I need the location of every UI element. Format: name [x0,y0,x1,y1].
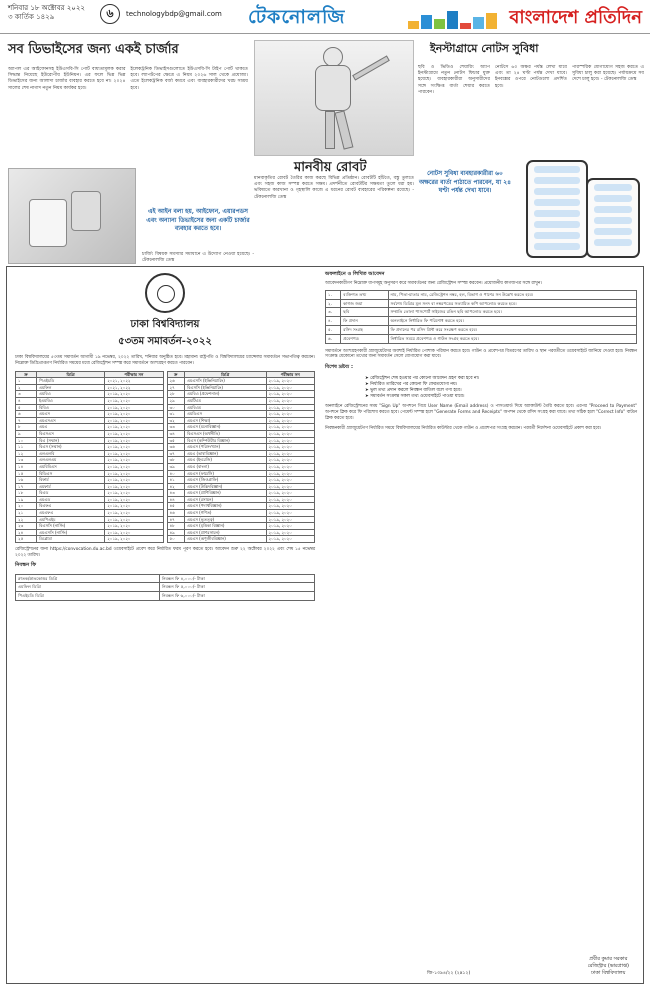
degree-cell: ২০১৯, ২০২০ [105,503,163,510]
step-cell: ৫. [326,325,341,334]
banner-bars-graphic [408,9,508,29]
degree-cell: ২০১৯, ২০২০ [105,516,163,523]
degree-cell: ৪৭ [167,516,184,523]
degree-cell: ২০ [16,503,37,510]
degree-cell: ১০ [16,437,37,444]
degree-cell: এমএস (শিক্ষা) [184,417,266,424]
degree-row [167,378,315,385]
degree-cell: ২৮ [167,391,184,398]
degree-row [167,496,315,503]
degree-cell: এমএস (উদ্ভিদবিজ্ঞান) [184,483,266,490]
table-header-cell: ক্র [167,371,184,378]
phone-screenshot [526,160,588,258]
degree-cell: ২০১৯, ২০২০ [266,391,314,398]
degree-row [167,391,315,398]
charger-col2: ইলেকট্রনিক ডিভাইসগুলোতে ইউএসবি-সি টাইপ পোর্ট থাকতে হবে। ল্যাপটপের ক্ষেত্রে এ নিয়ম ২০২৬ সাল থেকে প্রযোজ্য। এতে ইলেকট্রনিক বর্জ্য কমবে এবং ব্যবহারকারীদের খরচ সাশ্রয় হবে। [130,67,248,91]
degree-cell: ২০১৯, ২০২০ [105,444,163,451]
degree-cell: ১৪ [16,463,37,470]
degree-cell: ২০১৯, ২০২০ [105,496,163,503]
degree-cell: ৩৯ [167,463,184,470]
signature-block [588,956,629,977]
page-header [0,0,650,34]
insta-pull-quote: নোটস সুবিধা ব্যবহারকারীরা ৬০ অক্ষরের বার্তা পাঠাতে পারবেন, যা ২৪ ঘণ্টা পর্যন্ত দেখা যাবে। [418,170,512,195]
insta-col1: ছবি ও ভিডিও শেয়ারিং অ্যাপ ইনস্টাগ্রামে নতুন নোটস ফিচার যুক্ত হয়েছে। ব্যবহারকারীরা অনুসারীদের সঙ্গে সংক্ষিপ্ত বার্তা শেয়ার করতে পারবেন। [418,65,490,95]
notice-left-column [15,271,315,601]
degree-cell: বিএফএ [36,503,104,510]
notice-right-column [325,271,637,431]
fee-cell: নিবন্ধন ফি ৫,০০০/- টাকা [159,583,314,592]
fee-cell: এমফিল ডিগ্রি [16,583,160,592]
degree-cell: ১৬ [16,477,37,484]
degree-cell: বিএসএস [36,430,104,437]
degree-table-left [15,371,164,543]
degree-row [16,516,164,523]
degree-cell: ৪৮ [167,523,184,530]
degree-cell: এমএস (পদার্থবিজ্ঞান) [184,503,266,510]
degree-cell: ১ [16,378,37,385]
notice-body-3: নিবন্ধনকারী গ্র্যাজুয়েটগণ নির্ধারিত সময়ে বিশ্ববিদ্যালয়ের নির্ধারিত কাউন্টার থেকে গাউন ও প্রবেশপত্র সংগ্রহ করবেন। পরবর্তী নির্দেশনা ওয়েবসাইটে প্রকাশ করা হবে। [325,425,602,431]
degree-cell: এমএস (মনোবিজ্ঞান) [184,424,266,431]
degree-cell: এমএস (অণুজীববিজ্ঞান) [184,536,266,543]
degree-cell: এমবিবিএস [36,463,104,470]
degree-cell: এমএসএস [36,417,104,424]
charger-pull-quote: এই আইন বলা হয়, আইফোন, এয়ারপডস এবং অন্যান্য ডিভাইসের জন্য একটি চার্জার ব্যবহার করতে হবে। [146,208,250,233]
fees-title: নিবন্ধন ফি [15,561,36,568]
degree-cell: এমএস (জিওগ্রাফি) [184,477,266,484]
special-note-item: ➤ রেজিস্ট্রেশন শেষ হওয়ার পর কোনো আবেদন গ্রহণ করা হবে না। [365,376,637,382]
degree-cell: ২০১৯, ২০২০ [105,529,163,536]
degree-cell: ২০১৯, ২০২০ [266,463,314,470]
degree-cell: বিফার্ম [36,477,104,484]
degree-cell: বিএস (সম্মান) [36,444,104,451]
charger-photo [8,168,136,264]
robot-title: মানবীয় রোবট [294,160,367,175]
degree-row [16,529,164,536]
degree-cell: ৯ [16,430,37,437]
degree-cell: ৩৫ [167,437,184,444]
degree-cell: ২০১৯, ২০২০ [266,417,314,424]
degree-cell: ২০২১, ২০২২ [105,378,163,385]
table-header-cell: পরীক্ষার সন [266,371,314,378]
degree-cell: ৪১ [167,477,184,484]
degree-cell: ৫ [16,404,37,411]
degree-cell: ২০১৯, ২০২০ [105,463,163,470]
degree-cell: ২০১৯, ২০২০ [266,503,314,510]
degree-cell: ২০১৯, ২০২০ [105,490,163,497]
step-cell: ৪. [326,317,341,326]
degree-cell: ১৭ [16,483,37,490]
step-cell: ফি প্রদানের পর রসিদ প্রিন্ট করে সংরক্ষণ করতে হবে। [388,325,637,334]
degree-cell: ২০১৯, ২০২০ [266,477,314,484]
degree-cell: ডিপ্লোমা [36,536,104,543]
table-header-cell: ডিগ্রি [184,371,266,378]
degree-row [16,430,164,437]
degree-row [167,516,315,523]
degree-cell: ১৯ [16,496,37,503]
degree-row [167,490,315,497]
degree-cell: ১২ [16,450,37,457]
degree-row [16,450,164,457]
degree-cell: বিএসসি (নার্সিং) [36,523,104,530]
fee-cell: নিবন্ধন ফি ৪,০০০/- টাকা [159,574,314,583]
degree-cell: বিবিএ [36,404,104,411]
degree-cell: ২০১৯, ২০২০ [266,444,314,451]
degree-row [167,503,315,510]
degree-row [16,457,164,464]
degree-cell: ২০১৯, ২০২০ [105,430,163,437]
degree-cell: ২০১৯, ২০২০ [105,417,163,424]
special-note-list [365,376,637,400]
degree-cell: ৩ [16,391,37,398]
header-date-bn: ৩ কার্তিক ১৪২৯ [8,13,55,21]
insta-col2: নোটসে ৬০ অক্ষর পর্যন্ত লেখা যাবে এবং তা ২৪ ঘণ্টা পর্যন্ত দেখা যাবে। ইনবক্সের ওপরে নোটগুলো প্রদর্শিত হবে। [495,65,567,89]
step-row [326,290,637,299]
step-cell: কাগজ জমা [341,299,388,308]
step-cell: ৬. [326,334,341,343]
degree-cell: ২০১৯, ২০২০ [266,496,314,503]
degree-cell: এমএস (প্রাণিবিজ্ঞান) [184,490,266,497]
degree-cell: ২০১৯, ২০২০ [105,477,163,484]
steps-table [325,290,637,344]
degree-cell: এমডিএস [184,411,266,418]
degree-row [16,397,164,404]
step-row [326,325,637,334]
special-note-title: বিশেষ দ্রষ্টব্য : [325,364,353,371]
degree-cell: বিএড [36,490,104,497]
degree-cell: ২০১৯, ২০২০ [105,510,163,517]
degree-cell: পিএইচডি [36,378,104,385]
degree-cell: এমটিএম [184,397,266,404]
degree-row [167,457,315,464]
degree-row [16,378,164,385]
degree-cell: ২০১৯, ২০২০ [266,490,314,497]
degree-cell: ২০১৯, ২০২০ [266,424,314,431]
degree-cell: ১৩ [16,457,37,464]
table-header-cell: ক্র [16,371,37,378]
signature-org: ঢাকা বিশ্ববিদ্যালয় [591,970,626,976]
degree-cell: এমএ (ভাষাবিজ্ঞান) [184,450,266,457]
degree-cell: এমএস (পরিসংখ্যান) [184,444,266,451]
signature-title: রেজিস্ট্রার (ভারপ্রাপ্ত) [587,963,629,969]
degree-cell: বিডিএস [36,470,104,477]
degree-cell: ২০১৯, ২০২০ [266,411,314,418]
instagram-article [418,40,644,262]
university-name: ঢাকা বিশ্ববিদ্যালয় [130,319,200,330]
charger-article [8,40,254,264]
degree-cell: ২৯ [167,397,184,404]
fee-table [15,574,315,601]
header-date-en: শনিবার ১৮ অক্টোবর ২০২২ [8,4,85,12]
step-cell: ৩. [326,308,341,317]
section-title: টেকনোলজি [248,6,346,28]
degree-cell: ২০১৯, ২০২০ [105,483,163,490]
degree-row [167,411,315,418]
step-cell: ফি প্রদান [341,317,388,326]
degree-cell: এমএস (গণিত) [184,510,266,517]
degree-row [16,424,164,431]
degree-cell: ১৮ [16,490,37,497]
degree-cell: ২ [16,384,37,391]
degree-cell: ১১ [16,444,37,451]
degree-cell: ২০১৯, ২০২০ [105,424,163,431]
degree-cell: ৪২ [167,483,184,490]
degree-row [16,437,164,444]
degree-cell: এমএ (বাংলা) [184,463,266,470]
degree-row [167,529,315,536]
degree-cell: ২৩ [16,523,37,530]
degree-cell: ৪৬ [167,510,184,517]
degree-row [167,483,315,490]
degree-cell: ৩৩ [167,424,184,431]
degree-row [16,536,164,543]
degree-row [167,384,315,391]
degree-row [16,483,164,490]
degree-cell: ২০১৯, ২০২০ [266,437,314,444]
degree-row [16,490,164,497]
step-row [326,308,637,317]
fee-row [16,583,315,592]
robot-text: মানবাকৃতির রোবট তৈরির কাজ করছে বিভিন্ন প্রতিষ্ঠান। রোবটটি হাঁটতে, বস্তু তুলতে এবং সহজ কাজ সম্পন্ন করতে সক্ষম। প্রদর্শনীতে রোবটটির সক্ষমতা তুলে ধরা হয়। ভবিষ্যতে কারখানা ও গৃহস্থালি কাজে এ ধরনের রোবট ব্যবহারের পরিকল্পনা রয়েছে। - টেকনোলজি ডেস্ক [254,176,414,200]
notice-body-1: সমাবর্তনে অংশগ্রহণকারী গ্র্যাজুয়েটদের অবশ্যই নির্ধারিত পোশাক পরিধান করতে হবে। গাউন ও প্রবেশপত্র বিতরণের তারিখ ও স্থান পরবর্তীতে ওয়েবসাইটে জানিয়ে দেওয়া হবে। নিবন্ধন সংক্রান্ত যেকোনো তথ্যের জন্য সমাবর্তন সেলে যোগাযোগ করা যাবে। [325,348,637,360]
degree-cell: ৩২ [167,417,184,424]
fee-cell: পিএইচডি ডিগ্রি [16,592,160,601]
notice-reference: জি-১৩৯৪/২২ (২x১২) [427,971,471,976]
degree-row [167,510,315,517]
fee-cell: নিবন্ধন ফি ৬,০০০/- টাকা [159,592,314,601]
degree-cell: এমএসসি (ইঞ্জিনিয়ারিং) [184,378,266,385]
insta-title: ইনস্টাগ্রামে নোটস সুবিধা [430,42,539,55]
degree-row [16,523,164,530]
degree-cell: বিএসসি (ইঞ্জিনিয়ারিং) [184,384,266,391]
university-seal-icon [145,273,185,313]
degree-cell: ৩৭ [167,450,184,457]
degree-cell: ২০১৯, ২০২০ [266,470,314,477]
degree-row [167,444,315,451]
insta-col3: পারস্পরিক যোগাযোগ সহজ করতে এ সুবিধা চালু করা হয়েছে। পর্যায়ক্রমে সব দেশে চালু হবে। - টেকনোলজি ডেস্ক [572,65,644,83]
steps-heading: অফলাইনে ও লিখিত আবেদন [325,271,385,277]
degree-row [16,477,164,484]
degree-row [16,503,164,510]
section-banner [248,3,398,29]
step-row [326,299,637,308]
degree-cell: ২০১৯, ২০২০ [105,523,163,530]
degree-cell: ২০১৯, ২০২০ [105,450,163,457]
degree-row [167,450,315,457]
phone-screenshot-2 [586,178,640,258]
degree-cell: ৭ [16,417,37,424]
degree-cell: ২৬ [167,378,184,385]
step-row [326,334,637,343]
degree-cell: ৪৪ [167,496,184,503]
robot-photo [254,40,414,156]
step-cell: অনলাইনে নির্ধারিত ফি পরিশোধ করতে হবে। [388,317,637,326]
degree-row [167,424,315,431]
degree-cell: ২০১৯, ২০২০ [105,437,163,444]
degree-row [16,404,164,411]
degree-cell: এমএস (ভূতত্ত্ব) [184,516,266,523]
page-number: ৬ [100,4,120,24]
degree-row [16,463,164,470]
degree-row [16,510,164,517]
table-header-cell: পরীক্ষার সন [105,371,163,378]
degree-cell: ৩৬ [167,444,184,451]
degree-cell: ৪৫ [167,503,184,510]
degree-cell: ২২ [16,516,37,523]
degree-cell: এলএলবি [36,450,104,457]
step-cell: ছবি [341,308,388,317]
degree-row [16,444,164,451]
step-cell: সম্প্রতি তোলা পাসপোর্ট সাইজের রঙিন ছবি আপলোড করতে হবে। [388,308,637,317]
robot-article [254,40,414,262]
degree-row [167,477,315,484]
degree-cell: এমবিএ [36,391,104,398]
degree-cell: ২০১৯, ২০২০ [266,523,314,530]
degree-cell: ২০১৯, ২০২০ [266,430,314,437]
degree-cell: এমএ [36,424,104,431]
degree-cell: ৮ [16,424,37,431]
degree-tables [15,371,315,543]
degree-cell: এমবিএম [184,404,266,411]
degree-row [167,463,315,470]
degree-table-right [167,371,316,543]
special-note-item: ➤ নির্ধারিত তারিখের পর কোনো ফি ফেরতযোগ্য নয়। [365,382,637,388]
degree-cell: এমএস (ফার্মেসি) [184,470,266,477]
degree-cell: এমএসসি (নার্সিং) [36,529,104,536]
degree-cell: ২৫ [16,536,37,543]
degree-cell: ৪০ [167,470,184,477]
degree-row [167,536,315,543]
degree-cell: ৪ [16,397,37,404]
step-cell: নাম, পিতা-মাতার নাম, রেজিস্ট্রেশন নম্বর, হল, বিভাগ ও পাশের সন উল্লেখ করতে হবে। [388,290,637,299]
degree-cell: ২০১৯, ২০২০ [266,483,314,490]
degree-cell: ৩৮ [167,457,184,464]
table-header-cell: ডিগ্রি [36,371,104,378]
step-cell: নির্ধারিত সময়ে প্রবেশপত্র ও গাউন সংগ্রহ করতে হবে। [388,334,637,343]
degree-cell: ২০১৯, ২০২০ [266,450,314,457]
degree-cell: বিএ (সম্মান) [36,437,104,444]
degree-cell: ২০১৯, ২০২০ [266,510,314,517]
degree-cell: ২৭ [167,384,184,391]
degree-cell: এমএফএ [36,510,104,517]
degree-cell: ২১ [16,510,37,517]
registration-text: রেজিস্ট্রেশনের জন্য https://convocation.du.ac.bd ওয়েবসাইটে প্রবেশ করে নির্ধারিত ফরম পূরণ করতে হবে। আবেদন শুরু ২২ অক্টোবর ২০২২ এবং শেষ ১৫ নভেম্বর ২০২২ তারিখ। [15,547,315,558]
degree-row [16,470,164,477]
degree-cell: এমএস [36,411,104,418]
special-note-item: ➤ সমাবর্তন সংক্রান্ত সকল তথ্য ওয়েবসাইটে পাওয়া যাবে। [365,394,637,400]
degree-row [16,411,164,418]
degree-cell: ২০১৯, ২০২০ [266,516,314,523]
section-email[interactable]: technologybdp@gmail.com [126,10,222,18]
step-cell: সর্বশেষ ডিগ্রির মূল সনদ বা নম্বরপত্রের সত্যায়িত কপি আপলোড করতে হবে। [388,299,637,308]
degree-cell: ২০১৯, ২০২০ [266,529,314,536]
degree-cell: এমএস (রসায়ন) [184,496,266,503]
degree-cell: ২০১৯, ২০২০ [266,536,314,543]
charger-title: সব ডিভাইসের জন্য একই চার্জার [8,42,179,57]
charger-bottom-text: চার্জিং বিষয়ক সমস্যার সমাধানে এ উদ্যোগ নেওয়া হয়েছে। - টেকনোলজি ডেস্ক [142,252,254,264]
degree-cell: বিএস (কম্পিউটার বিজ্ঞান) [184,437,266,444]
degree-cell: ৩০ [167,404,184,411]
fee-row [16,574,315,583]
degree-cell: ৬ [16,411,37,418]
degree-cell: ৩১ [167,411,184,418]
notice-intro: ঢাকা বিশ্ববিদ্যালয়ের ৫৩তম সমাবর্তন আগামী ১৯ নভেম্বর, ২০২২ তারিখ, শনিবার অনুষ্ঠিত হবে। মহামান্য রাষ্ট্রপতি ও বিশ্ববিদ্যালয়ের চ্যান্সেলর সমাবর্তনে সভাপতিত্ব করবেন। নিম্নোক্ত ডিগ্রিপ্রাপ্তগণ নির্ধারিত সময়ের মধ্যে রেজিস্ট্রেশন সম্পন্ন করে সমাবর্তনে অংশগ্রহণ করতে পারবেন। [15,355,315,366]
degree-cell: ২০১৯, ২০২০ [105,457,163,464]
degree-cell: এমপিএইচ [36,516,104,523]
convocation-notice [6,266,644,984]
degree-cell: ২০১৯, ২০২০ [105,536,163,543]
degree-cell: ৫০ [167,536,184,543]
degree-cell: ইএমবিএ [36,397,104,404]
special-note-item: ➤ ভুল তথ্য প্রদান করলে নিবন্ধন বাতিল বলে গণ্য হবে। [365,388,637,394]
charger-col1: অ্যাপল এর আইফোনসহ ইউএসবি-সি পোর্ট বাধ্যতামূলক করার সিদ্ধান্ত নিয়েছে ইউরোপীয় ইউনিয়ন। এর ফলে ভিন্ন ভিন্ন ডিভাইসের জন্য আলাদা চার্জার ব্যবহার করতে হবে না। ২০২৪ সালের শেষ নাগাদ নতুন নিয়ম কার্যকর হবে। [8,67,126,91]
step-cell: রসিদ সংগ্রহ [341,325,388,334]
degree-cell: এমফার্ম [36,483,104,490]
step-row [326,317,637,326]
degree-row [16,391,164,398]
degree-cell: ২০১৯, ২০২০ [105,470,163,477]
signature-name: প্রবীর কুমার সরকার [589,956,628,962]
degree-cell: ২০২১, ২০২২ [105,384,163,391]
degree-row [16,496,164,503]
degree-cell: ১৫ [16,470,37,477]
steps-intro: আবেদনকারীগণ নিম্নোক্ত ধাপসমূহ অনুসরণ করে সমাবর্তনের জন্য রেজিস্ট্রেশন সম্পন্ন করবেন। প্রয়োজনীয় কাগজপত্র সঙ্গে রাখুন। [325,281,542,286]
degree-cell: ২০১৯, ২০২০ [266,404,314,411]
degree-row [16,417,164,424]
degree-row [167,470,315,477]
degree-cell: এমএড [36,496,104,503]
degree-cell: ২০১৯, ২০২০ [105,411,163,418]
fee-row [16,592,315,601]
newspaper-masthead: বাংলাদেশ প্রতিদিন [509,7,642,28]
notice-body-2: অনলাইনে রেজিস্ট্রেশনের সময় "Sign Up" অপশনে গিয়ে User Name (Email address) ও পাসওয়ার্ড দিয়ে অ্যাকাউন্ট তৈরি করতে হবে। এরপর "Proceed to Payment" অপশনে ক্লিক করে ফি পরিশোধ করতে হবে। পেমেন্ট সম্পন্ন হলে "Generate Forms and Receipts" অপশন থেকে রসিদ সংগ্রহ করা যাবে। তথ্য সঠিক হলে "Correct Info" বাটনে ক্লিক করতে হবে। [325,404,637,421]
degree-row [167,417,315,424]
step-cell: প্রবেশপত্র [341,334,388,343]
degree-cell: এমএ (ইংরেজি) [184,457,266,464]
step-cell: ব্যক্তিগত তথ্য [341,290,388,299]
degree-cell: বিএসএস (অর্থনীতি) [184,430,266,437]
degree-cell: ২০১৯, ২০২০ [105,397,163,404]
degree-cell: ৪৯ [167,529,184,536]
degree-cell: ২০১৯, ২০২০ [266,384,314,391]
degree-cell: ৩৪ [167,430,184,437]
degree-cell: এমফিল [36,384,104,391]
degree-row [167,430,315,437]
degree-cell: ২০১৯, ২০২০ [266,457,314,464]
degree-cell: এমএস (প্রাণরসায়ন) [184,529,266,536]
degree-cell: এলএলএম [36,457,104,464]
degree-cell: ২০১৯, ২০২০ [266,397,314,404]
degree-cell: এমএস (মৃত্তিকা বিজ্ঞান) [184,523,266,530]
degree-cell: ২০১৯, ২০২০ [266,378,314,385]
degree-cell: ৪৩ [167,490,184,497]
degree-cell: ২০১৯, ২০২০ [105,391,163,398]
degree-row [167,437,315,444]
fee-cell: স্নাতক/স্নাতকোত্তর ডিগ্রি [16,574,160,583]
degree-row [167,523,315,530]
degree-row [167,404,315,411]
degree-cell: এমবিএ (প্রফেশনাল) [184,391,266,398]
degree-cell: ২০১৯, ২০২০ [105,404,163,411]
degree-cell: ২৪ [16,529,37,536]
step-cell: ২. [326,299,341,308]
step-cell: ১. [326,290,341,299]
convocation-title: ৫৩তম সমাবর্তন-২০২২ [118,336,212,347]
degree-row [16,384,164,391]
degree-row [167,397,315,404]
